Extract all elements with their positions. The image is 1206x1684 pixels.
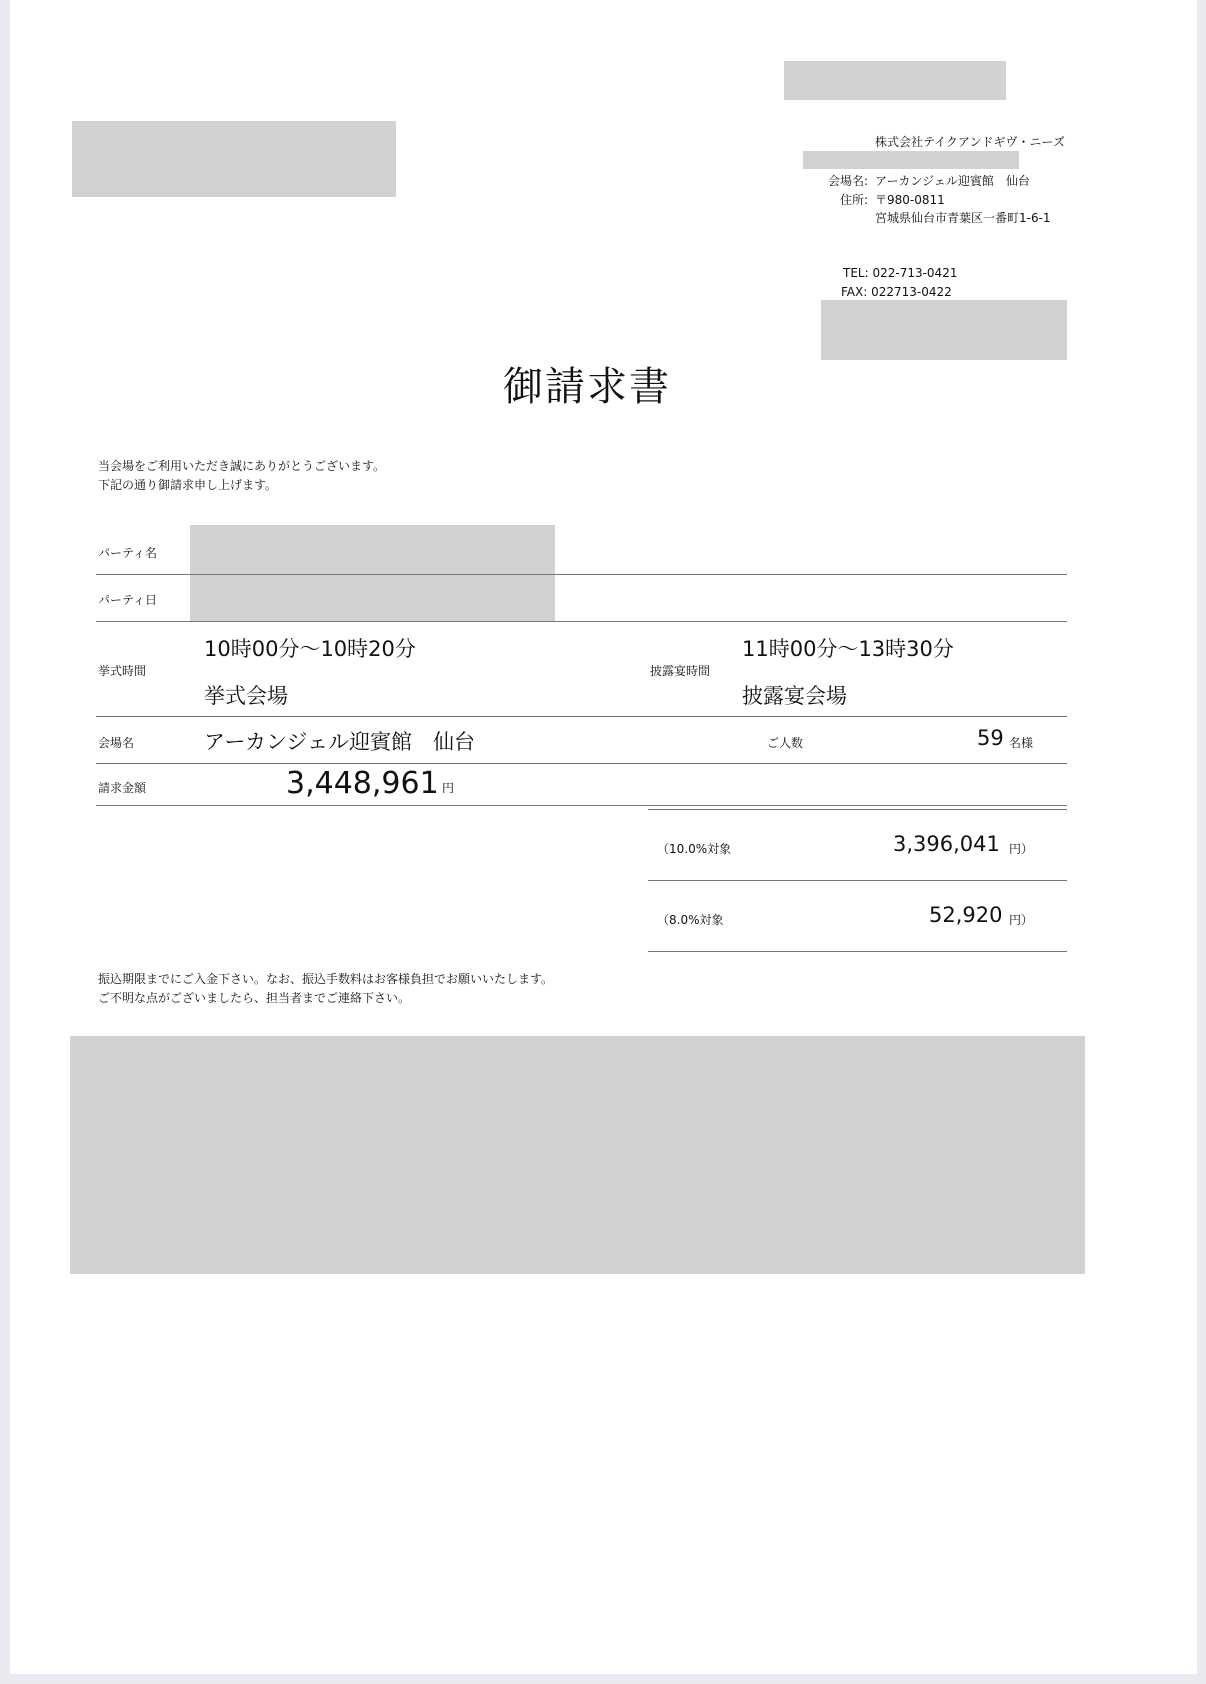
company-tel: TEL: 022-713-0421 bbox=[843, 266, 958, 280]
row-divider bbox=[96, 716, 1067, 717]
document-title: 御請求書 bbox=[503, 364, 671, 410]
company-address: 宮城県仙台市青葉区一番町1-6-1 bbox=[875, 211, 1051, 225]
redacted-block-party-info bbox=[190, 525, 555, 621]
tax-8-value: 52,920 bbox=[929, 903, 1003, 927]
tax-10-label: （10.0%対象 bbox=[657, 842, 732, 856]
invoice-page bbox=[10, 0, 1197, 1674]
company-fax: FAX: 022713-0422 bbox=[841, 285, 952, 299]
tax-10-unit: 円） bbox=[1009, 842, 1034, 856]
guests-value: 59 bbox=[977, 726, 1004, 750]
row-divider bbox=[648, 880, 1067, 881]
row-divider bbox=[96, 574, 1067, 575]
intro-line-1: 当会場をご利用いただき誠にありがとうございます。 bbox=[98, 459, 386, 473]
row-divider bbox=[648, 951, 1067, 952]
note-line-1: 振込期限までにご入金下さい。なお、振込手数料はお客様負担でお願いいたします。 bbox=[98, 972, 554, 986]
amount-label: 請求金額 bbox=[98, 781, 147, 795]
guests-unit: 名様 bbox=[1009, 736, 1034, 750]
row-divider bbox=[96, 763, 1067, 764]
redacted-block-company-line bbox=[803, 151, 1019, 169]
company-address-label: 住所: bbox=[840, 193, 869, 207]
redacted-block-stamp bbox=[821, 300, 1067, 360]
tax-8-unit: 円） bbox=[1009, 913, 1034, 927]
amount-unit: 円 bbox=[442, 781, 455, 795]
redacted-block-recipient bbox=[72, 121, 396, 197]
company-venue-label: 会場名: bbox=[828, 174, 869, 188]
company-name: 株式会社テイクアンドギヴ・ニーズ bbox=[875, 135, 1065, 149]
note-line-2: ご不明な点がございましたら、担当者までご連絡下さい。 bbox=[98, 991, 411, 1005]
amount-value: 3,448,961 bbox=[286, 766, 439, 801]
ceremony-time-value: 10時00分～10時20分 bbox=[204, 637, 416, 661]
venue-label: 会場名 bbox=[98, 736, 135, 750]
guests-label: ご人数 bbox=[767, 736, 804, 750]
party-date-label: パーティ日 bbox=[98, 593, 158, 607]
venue-value: アーカンジェル迎賓館 仙台 bbox=[204, 730, 476, 754]
reception-venue-value: 披露宴会場 bbox=[742, 684, 847, 708]
reception-time-value: 11時00分～13時30分 bbox=[742, 637, 954, 661]
ceremony-time-label: 挙式時間 bbox=[98, 664, 147, 678]
row-divider bbox=[96, 621, 1067, 622]
row-divider bbox=[96, 805, 1067, 806]
party-name-label: パーティ名 bbox=[98, 546, 158, 560]
company-postal: 〒980-0811 bbox=[875, 193, 945, 207]
redacted-block-bottom bbox=[70, 1036, 1085, 1274]
tax-10-value: 3,396,041 bbox=[893, 832, 1000, 856]
redacted-block-top-right bbox=[784, 61, 1006, 100]
tax-8-label: （8.0%対象 bbox=[657, 913, 724, 927]
company-venue-value: アーカンジェル迎賓館 仙台 bbox=[875, 174, 1030, 188]
intro-line-2: 下記の通り御請求申し上げます。 bbox=[98, 478, 278, 492]
ceremony-venue-value: 挙式会場 bbox=[204, 684, 288, 708]
row-divider bbox=[648, 809, 1067, 810]
reception-time-label: 披露宴時間 bbox=[650, 664, 711, 678]
